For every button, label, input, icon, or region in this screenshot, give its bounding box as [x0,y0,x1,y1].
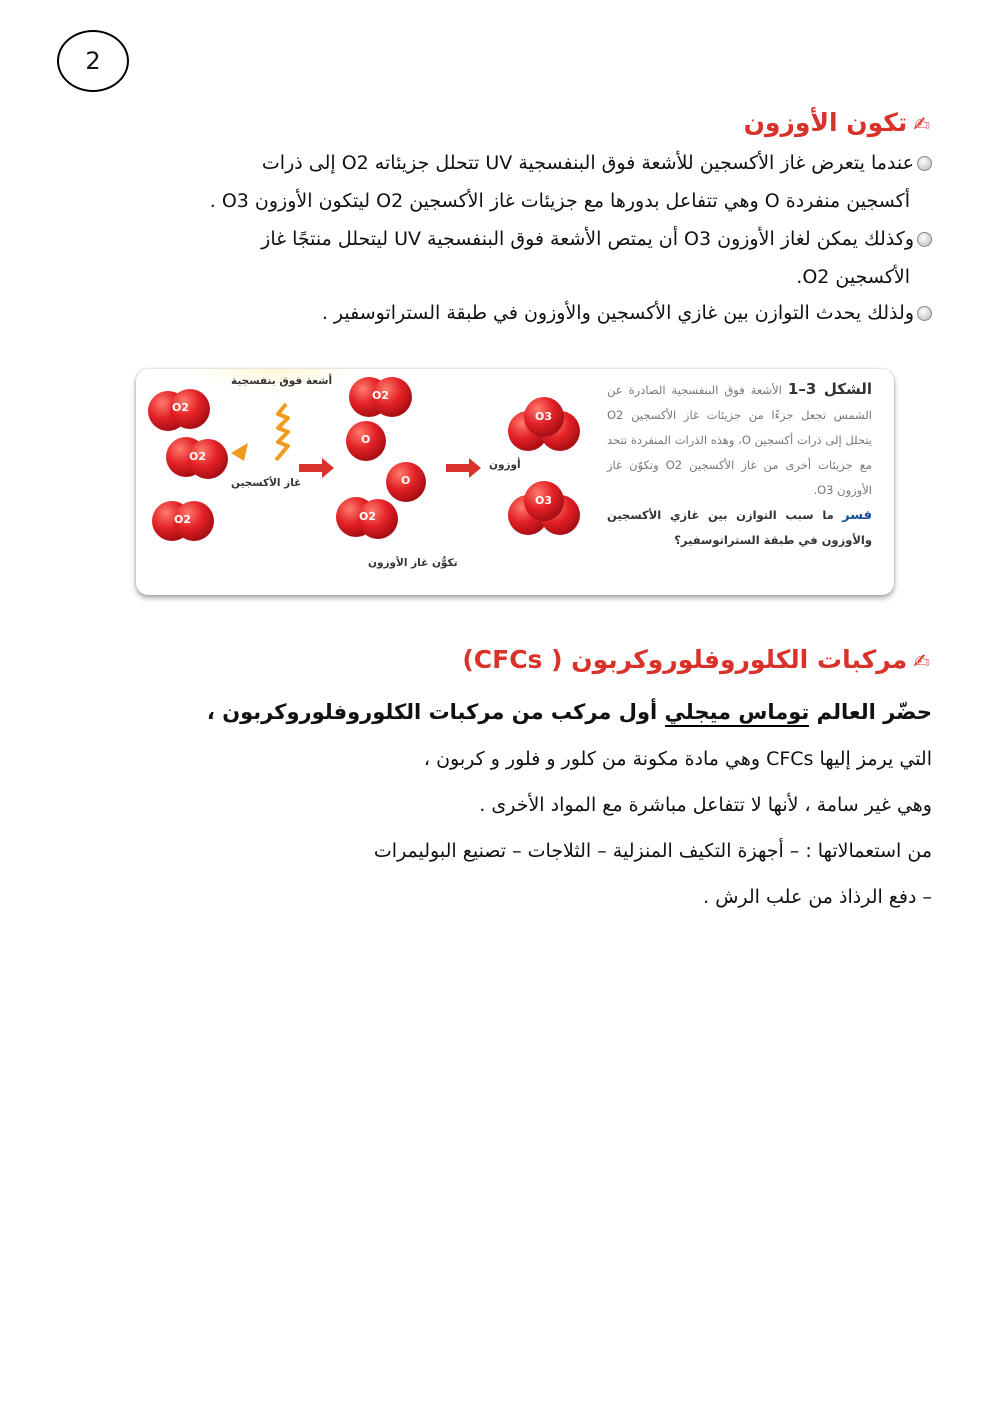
o-label: O [361,433,371,446]
uv-label: أشعة فوق بنفسجية [231,375,333,387]
ozone-formation-label: تكوُّن غاز الأوزون [368,557,458,569]
cfc-line-2: التي يرمز إليها CFCs وهي مادة مكونة من كلور و فلور و كربون ، [423,748,932,770]
cfc-line-3: وهي غير سامة ، لأنها لا تتفاعل مباشرة مع المواد الأخرى . [479,794,932,816]
bullet-1-line-1: عندما يتعرض غاز الأكسجين للأشعة فوق البنفسجية UV تتحلل جزيئاته O2 إلى ذرات [261,152,914,174]
o2-label: O2 [372,389,390,402]
o2-label: O2 [189,450,207,463]
o3-label: O3 [535,410,553,423]
cfc-line-5: – دفع الرذاذ من علب الرش . [703,886,932,908]
pen-icon: ✍ [913,112,930,136]
section-title-cfcs [462,645,930,674]
bullet-1-line-2: أكسجين منفردة O وهي تتفاعل بدورها مع جزيئات غاز الأكسجين O2 ليتكون الأوزون O3 . [209,190,910,212]
o3-molecule [508,481,580,535]
cfc-line-4: من استعمالاتها : – أجهزة التكيف المنزلية – الثلاجات – تصنيع البوليمرات [373,840,932,862]
bullet-2-line-2: الأكسجين O2. [796,266,910,288]
section-title-ozone [744,108,930,137]
section-title-text: مركبات الكلوروفلوروكربون ( CFCs) [462,645,908,674]
o-label: O [401,474,411,487]
bullet-icon [917,232,932,247]
ozone-formation-figure [136,369,894,595]
reaction-arrow [299,458,334,478]
caption-title: الشكل 3–1 [787,380,872,398]
uv-ray-arrowhead [231,443,248,461]
bullet-icon [917,156,932,171]
cfc-line-1-prefix: حضّر العالم [809,700,932,724]
figure-caption [607,377,872,553]
question-text: ما سبب التوازن بين غازي الأكسجين والأوزون في طبقة الستراتوسفير؟ [607,508,872,547]
ozone-label: أوزون [489,459,521,471]
bullet-3-line-1: ولذلك يحدث التوازن بين غازي الأكسجين والأوزون في طبقة الستراتوسفير . [321,302,914,324]
page-number: 2 [57,30,129,92]
section-title-text: تكون الأوزون [743,108,908,137]
bullet-paragraph-2 [261,220,932,296]
question-word: فسر [842,508,872,523]
bullet-icon [917,306,932,321]
scientist-name: توماس ميجلي [665,700,810,727]
bullet-2-line-1: وكذلك يمكن لغاز الأوزون O3 أن يمتص الأشعة فوق البنفسجية UV ليتحلل منتجًا غاز [261,228,914,250]
o3-label: O3 [535,494,553,507]
bullet-paragraph-3 [322,294,932,332]
oxygen-gas-label: غاز الأكسجين [231,477,302,489]
o3-molecule [508,397,580,451]
bullet-paragraph-1 [210,144,932,220]
cfc-line-1-suffix: أول مركب من مركبات الكلوروفلوروكربون ، [206,700,665,724]
reaction-arrow [446,458,481,478]
pen-icon: ✍ [913,649,930,673]
o2-label: O2 [174,513,192,526]
o2-label: O2 [359,510,377,523]
o2-label: O2 [172,401,190,414]
caption-body: الأشعة فوق البنفسجية الصادرة عن الشمس تجعل جزءًا من جزيئات غاز الأكسجين O2 يتحلل إلى ذرات أكسجين O، وهذه الذرات المنفردة تتحد مع جزيئات أخرى من غاز الأكسجين O2 وتكوّن غاز الأوزون O3. [607,383,872,497]
cfc-line-1 [207,700,932,724]
